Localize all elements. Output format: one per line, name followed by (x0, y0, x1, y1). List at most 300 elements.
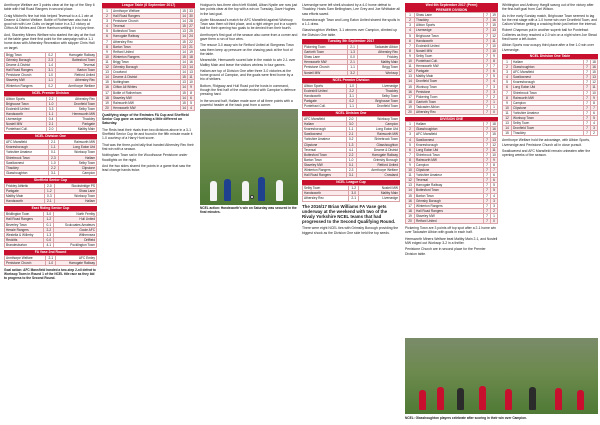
score: 4-1 (346, 147, 356, 152)
points: 30 (189, 14, 193, 19)
points: 13 (189, 70, 193, 75)
away-team: Rainworth MW (58, 140, 96, 145)
points: 4 (491, 79, 498, 84)
points: 9 (491, 157, 498, 162)
position: 11 (503, 110, 512, 115)
team-name: Grimsby Borough (415, 198, 484, 203)
team-name: Yorkshire Amateur (415, 173, 484, 178)
away-team: Driffield (54, 237, 97, 242)
position: 10 (503, 105, 512, 110)
played: 7 (484, 64, 491, 69)
played: 7 (484, 127, 491, 132)
position: 7 (503, 90, 512, 95)
played: 7 (584, 110, 591, 115)
section-bar: DIVISION ONE (405, 117, 498, 121)
played: 7 (484, 219, 491, 224)
team-name: Dronfield Town (415, 79, 484, 84)
score: 2-2 (346, 152, 356, 157)
position: 2 (503, 65, 512, 70)
points: 1 (491, 99, 498, 104)
home-team: Brigg Town (5, 52, 46, 57)
played: 7 (484, 109, 491, 114)
position: 9 (503, 100, 512, 105)
article-paragraph: Hodgson's two-three clinch left Kiddell, Alban Nystle are now just two points clear at the top with a win on Tuesday, Dave Hughes in the last goal. (200, 3, 298, 16)
position: 6 (103, 34, 112, 39)
home-team: Reckitts (5, 237, 44, 242)
team-name: Winterton Rangers (112, 54, 181, 59)
points: 10 (592, 90, 596, 95)
results-table (302, 44, 400, 76)
position: 4 (103, 24, 112, 29)
team-name: Penistone Church (112, 19, 181, 24)
played: 15 (182, 100, 186, 105)
table-row (5, 101, 97, 106)
table-row (303, 191, 400, 196)
article-paragraph: Knaresborough Town and Long Eaton United shared the spoils in a 1-1 draw. (302, 17, 400, 27)
score: 2-2 (48, 165, 58, 170)
away-team: Dearne & District (356, 147, 399, 152)
away-team: Shaw Lane (54, 189, 96, 194)
played: 7 (484, 178, 491, 183)
points: 1 (491, 213, 498, 218)
table-row (5, 73, 97, 78)
position: 2 (406, 127, 415, 132)
points: 10 (189, 80, 193, 85)
score: 0-1 (44, 222, 54, 227)
points: 25 (189, 29, 193, 34)
team-name: Athersley Rec (112, 39, 181, 44)
played: 7 (584, 65, 591, 70)
photo-caption: NCEL action: Handsworth's win on Saturday was secured in the final minutes. (200, 206, 297, 215)
score: 2-2 (46, 96, 56, 101)
away-team: Liversedge (359, 196, 400, 201)
home-team: Albion Sports (303, 83, 347, 88)
played: 13 (182, 44, 186, 49)
table-row (5, 160, 97, 165)
article-paragraph: As in the early Sunday match, Brighouse Town seemed to lag for the rest stage with a 1-0 home win over Dronfield Town, and Callum Whelan getting a cracking finish just before the interval. (502, 13, 597, 27)
table-row (5, 194, 97, 199)
score: 3-1 (46, 68, 56, 73)
played: 7 (484, 99, 491, 104)
table-row (303, 65, 400, 70)
away-team: Retford United (356, 162, 399, 167)
points: 2 (491, 94, 498, 99)
team-name: Eccleshill United (415, 43, 484, 48)
score: 1-2 (349, 186, 359, 191)
team-name: Albion Sports (415, 23, 484, 28)
away-team: Liversedge (357, 83, 400, 88)
home-team: Hessle Rangers (5, 227, 44, 232)
position: 7 (103, 39, 112, 44)
points: 12 (492, 33, 496, 38)
team-name: Hall Road Rangers (415, 208, 484, 213)
table-row (303, 104, 400, 109)
position: 18 (406, 99, 415, 104)
points: 11 (492, 38, 496, 43)
played: 14 (182, 95, 186, 100)
table-header-bar: Wed 6th September 2017 (Prem) (405, 3, 498, 8)
home-team: Staveley MW (5, 78, 46, 83)
away-team: Harrogate Railway (56, 52, 97, 57)
position: 13 (503, 121, 512, 126)
player-figure (457, 388, 464, 410)
league-table (405, 12, 498, 115)
played: 7 (484, 69, 491, 74)
column-6 (502, 3, 598, 160)
away-team: Teversal (56, 63, 97, 68)
score: 1-0 (346, 157, 356, 162)
played: 15 (182, 54, 186, 59)
team-name: Tadcaster Albion (415, 104, 484, 109)
points: 16 (189, 59, 193, 64)
team-name: Thackley (512, 131, 584, 136)
score: 2-3 (48, 155, 58, 160)
away-team: Worksop Town (58, 150, 96, 155)
position: 1 (406, 13, 415, 18)
table-row (5, 183, 97, 188)
position: 10 (103, 54, 112, 59)
celebration-photo (405, 338, 598, 414)
home-team: Glasshoughton (5, 170, 49, 175)
position: 15 (103, 80, 112, 85)
home-team: Handsworth (5, 199, 45, 204)
played: 7 (584, 121, 591, 126)
away-team: Stocksbridge PS (54, 183, 96, 188)
article-paragraph: Craig Mitchell's fine hat trick helped Teversal to a 4-1 win at Dearne & District Welfare. Bottle of Rotherham also had a good win with Lee Cutts on target twice in a 3-2 victory at Clifton All Whites and Oliver Harrison settling it in injury time. (4, 13, 95, 31)
score: 1-1 (347, 104, 357, 109)
points: 16 (492, 127, 496, 132)
results-table (4, 255, 97, 266)
article-paragraph: That was the three-point tally that handed Athersley Rec their first win with a season. (102, 142, 194, 151)
section-bar: FA Vase 2nd Round (4, 250, 97, 255)
points: 28 (189, 19, 193, 24)
position: 10 (406, 168, 415, 173)
article-paragraph: There were eight NCEL ties with Grimsby Borough providing the biggest shock as the Division One side held the top seeds. (302, 226, 399, 235)
team-name: Nottingham (112, 80, 181, 85)
away-team: Glasshoughton (356, 142, 399, 147)
points: 6 (491, 69, 498, 74)
results-table (302, 185, 400, 201)
position: 9 (406, 163, 415, 168)
article-paragraph: The Reds beat their rivals from two divisions above in a 3-1 Sheffield Senior Cup tie and found in the fifth minute made it 1-0 courtesy of a Harry Hunt score. (102, 127, 193, 141)
home-team: Swallownest (5, 160, 49, 165)
article-paragraph: Liversedge were left shell-shocked by a 4-0 home defeat to Thackley. Hosts Sam Bellingham, Lee Grey and Joe Whittaker all saw efforts saved. (302, 3, 400, 16)
played: 7 (584, 85, 591, 90)
played: 7 (584, 116, 591, 121)
table-row (5, 127, 97, 132)
team-name: Hemsworth MW (415, 64, 484, 69)
team-name: Worksop Town (512, 116, 584, 121)
home-team: Winterton Rangers (303, 168, 347, 173)
team-name: Knaresborough (512, 80, 584, 85)
score: 2-2 (347, 88, 357, 93)
team-name: Hallam (512, 59, 584, 64)
column-2 (102, 3, 195, 174)
team-name: Barton Town (112, 44, 181, 49)
table-row (5, 96, 97, 101)
played: 7 (584, 70, 591, 75)
home-team: Bridlington Town (5, 212, 44, 217)
team-name: Swallownest (512, 75, 584, 80)
home-team: Westella & Willerby (5, 232, 44, 237)
table-row (303, 70, 400, 75)
played: 7 (484, 122, 491, 127)
position: 18 (103, 95, 112, 100)
played: 7 (484, 203, 491, 208)
points: 19 (189, 49, 193, 54)
score: 3-2 (348, 70, 358, 75)
column-3 (200, 3, 298, 217)
team-name: Retford United (112, 49, 181, 54)
team-name: Teversal (112, 24, 181, 29)
table-row (5, 217, 97, 222)
points: 8 (188, 90, 195, 95)
played: 15 (182, 39, 186, 44)
team-name: Garforth Town (415, 99, 484, 104)
points: 0 (491, 109, 498, 114)
position: 11 (406, 173, 415, 178)
points: 5 (188, 100, 195, 105)
section-bar: NCEL Premier Division (302, 78, 400, 83)
position: 1 (503, 59, 512, 64)
home-team: Nostell MW (5, 122, 47, 127)
away-team: Crowland (356, 173, 399, 178)
team-name: Winterton Rangers (415, 203, 484, 208)
points: 3 (491, 84, 498, 89)
home-team: Penistone Church (5, 261, 46, 266)
table-row (5, 189, 97, 194)
table-row (5, 117, 97, 122)
position: 16 (103, 85, 112, 90)
table-row (303, 132, 400, 137)
position: 12 (103, 65, 112, 70)
table-row (303, 196, 400, 201)
home-team: Hallam (303, 122, 347, 127)
points: 21 (189, 44, 193, 49)
article-paragraph: Armthorpe Welfare are 3 points clear at the top of the Step 6 table with Hall Road Rangers in second place. (4, 3, 95, 12)
played: 7 (484, 43, 491, 48)
points: 4 (591, 121, 598, 126)
position: 4 (406, 137, 415, 142)
points: 8 (491, 59, 498, 64)
played: 7 (484, 53, 491, 58)
table-row (303, 50, 400, 55)
played: 7 (484, 13, 491, 18)
score: 1-0 (46, 73, 56, 78)
player-figure (242, 181, 249, 201)
player-figure (577, 390, 584, 410)
position: 11 (103, 59, 112, 64)
table-row (5, 150, 97, 155)
position: 3 (406, 23, 415, 28)
score: 2-1 (48, 140, 58, 145)
home-team: Dearne & District (5, 63, 46, 68)
column-4 (302, 3, 400, 237)
played: 7 (484, 168, 491, 173)
article-paragraph: In the second half, Hallam made sure of all three points with a powerful header at the back post from a corner. (200, 98, 293, 107)
away-team: Barton Town (56, 68, 97, 73)
played: 13 (182, 65, 186, 70)
played: 7 (484, 59, 491, 64)
played: 7 (584, 131, 591, 136)
article-paragraph: Bottom, Ridgway and Hull Road put the hosts in command, though the first half of the match ended with Campion's defence pressing hard. (200, 83, 296, 97)
home-team: Handsworth (303, 93, 347, 98)
team-name: Rainworth MW (112, 100, 181, 105)
section-bar: PREMIER DIVISION (405, 8, 498, 12)
table-row (303, 88, 400, 93)
played: 13 (182, 80, 186, 85)
table-row (5, 63, 97, 68)
score: 0-2 (46, 83, 56, 88)
player-figure (258, 177, 265, 201)
table-row (406, 109, 498, 114)
article-paragraph: Nottingham Town sat in the Woodhouse Penistone under floodlights on the night. (102, 153, 188, 162)
points: 11 (492, 147, 496, 152)
away-team: Selby Town (58, 160, 96, 165)
away-team: Thackley (56, 117, 96, 122)
team-name: Selby Town (415, 53, 484, 58)
section-bar: NCEL Division One (302, 111, 400, 116)
team-name: Swallownest (415, 137, 484, 142)
home-team: Yorkshire Amateur (303, 137, 347, 142)
team-name: Dearne & District (112, 75, 181, 80)
away-team: Shirebrook Town (356, 137, 399, 142)
table-header-bar: League Table (6 September 2017) (102, 3, 195, 8)
table-row (303, 152, 400, 157)
table-header-bar: NCEL Division One Table (502, 54, 598, 59)
points: 7 (491, 168, 498, 173)
points: 16 (492, 18, 496, 23)
league-table (502, 59, 598, 136)
score: 2-1 (349, 196, 359, 201)
table-row (5, 261, 97, 266)
home-team: Maltby Main (5, 194, 45, 199)
points: 18 (592, 59, 596, 64)
results-table (4, 96, 97, 133)
home-team: Eccleshill United (5, 106, 47, 111)
home-team: Selby Town (303, 186, 349, 191)
score: 1-0 (48, 160, 58, 165)
home-team: Penistone Church (5, 73, 46, 78)
points: 5 (591, 116, 598, 121)
score: 2-1 (348, 60, 358, 65)
away-team: Harrogate Railway (56, 261, 97, 266)
home-team: Winterton Rangers (5, 83, 46, 88)
home-team: Liversedge (5, 117, 47, 122)
score: 2-1 (46, 255, 56, 260)
away-team: Maltby Main (56, 127, 96, 132)
home-team: Shirebrook Town (5, 155, 49, 160)
score: 0-1 (48, 150, 58, 155)
points: 10 (492, 43, 496, 48)
score: 0-0 (44, 237, 54, 242)
team-name: Pickering Town (415, 94, 484, 99)
away-team: Pocklington Town (54, 242, 97, 247)
position: 13 (406, 183, 415, 188)
table-row (5, 232, 97, 237)
team-name: Knaresborough (415, 142, 484, 147)
home-team: Parkgate (5, 189, 45, 194)
played: 7 (484, 142, 491, 147)
team-name: Campion (512, 100, 584, 105)
played: 7 (484, 23, 491, 28)
article-paragraph: Meanwhile, Hemsworth scored late in the match to win 2-1 over Maltby Main and leave the visitors winless in four games. (200, 58, 296, 67)
played: 7 (584, 75, 591, 80)
score: 2-0 (346, 117, 356, 122)
points: 5 (491, 188, 498, 193)
player-figure (505, 389, 512, 410)
position: 8 (103, 44, 112, 49)
team-name: Maltby Main (415, 74, 484, 79)
table-row (5, 68, 97, 73)
home-team: Clipstone (303, 142, 347, 147)
team-name: Grimsby Borough (112, 65, 181, 70)
played: 15 (182, 24, 186, 29)
points: 5 (491, 183, 498, 188)
home-team: Staveley MW (303, 162, 347, 167)
player-figure (210, 181, 217, 201)
points: 13 (592, 75, 596, 80)
score: 2-1 (46, 122, 56, 127)
position: 17 (103, 90, 112, 95)
position: 12 (503, 116, 512, 121)
table-row (303, 127, 400, 132)
away-team: Withernsea (54, 232, 97, 237)
points: 2 (591, 131, 598, 136)
table-row (303, 173, 400, 178)
team-name: Staveley MW (112, 95, 181, 100)
team-name: Pontefract Coll. (415, 59, 484, 64)
played: 7 (484, 28, 491, 33)
score: 2-0 (44, 183, 54, 188)
team-name: Glasshoughton (415, 127, 484, 132)
table-row (303, 168, 400, 173)
points: 8 (491, 163, 498, 168)
away-team: Hallam (58, 155, 96, 160)
team-name: Dronfield Town (512, 126, 584, 131)
article-paragraph: Glasshoughton Welfare, 3-1 winners over Campion, climbed up the Division One table. (302, 28, 398, 37)
position: 18 (406, 208, 415, 213)
article-paragraph: Hallam are top of Division One after three 3-0 victories at the home ground of Campion, and the goals were fired home by a trio of strikers. (200, 68, 294, 82)
home-team: Hall Road Rangers (5, 217, 44, 222)
score: 0-2 (346, 137, 356, 142)
position: 6 (406, 38, 415, 43)
score: 3-1 (347, 93, 357, 98)
home-team: Handsworth (5, 111, 47, 116)
played: 7 (484, 147, 491, 152)
played: 7 (484, 152, 491, 157)
position: 13 (406, 74, 415, 79)
points: 24 (189, 34, 193, 39)
played: 7 (484, 104, 491, 109)
table-row (5, 58, 97, 63)
team-name: Campion (415, 163, 484, 168)
points: 15 (592, 70, 596, 75)
away-team: Brigg Town (358, 65, 400, 70)
score: 0-2 (347, 98, 357, 103)
points: 3 (491, 89, 498, 94)
position: 5 (406, 33, 415, 38)
team-name: Crowland (112, 70, 181, 75)
position: 19 (406, 213, 415, 218)
points: 0 (491, 219, 498, 224)
away-team: Maltby Main (359, 191, 400, 196)
table-row (5, 227, 97, 232)
away-team: Rainworth MW (356, 132, 399, 137)
table-row (303, 162, 400, 167)
away-team: Athersley Rec (56, 96, 96, 101)
score: 1-0 (46, 101, 56, 106)
